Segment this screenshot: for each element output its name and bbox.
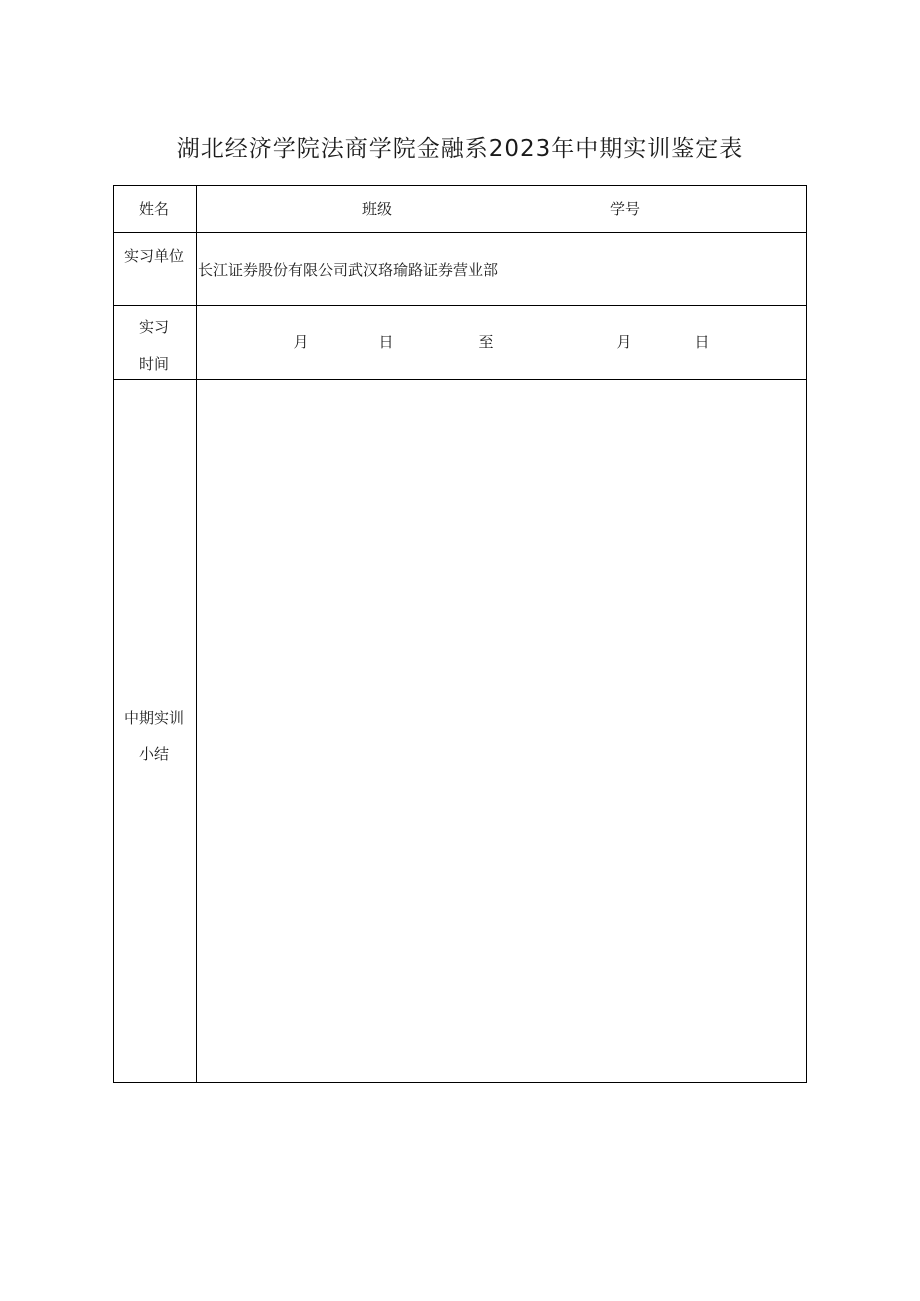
name-label: 姓名 — [138, 200, 170, 218]
summary-label-line1: 中期实训 — [123, 709, 185, 727]
internship-unit-label: 实习单位 — [123, 247, 185, 265]
start-month-label: 月 — [293, 333, 309, 351]
row-divider-2 — [113, 305, 807, 306]
table-border-top — [113, 185, 807, 186]
summary-label-line2: 小结 — [138, 745, 170, 763]
internship-time-label-line2: 时间 — [138, 355, 170, 373]
table-border-left — [113, 185, 114, 1083]
start-day-label: 日 — [378, 333, 394, 351]
summary-content-area[interactable] — [197, 380, 806, 1082]
row-divider-1 — [113, 232, 807, 233]
class-label: 班级 — [361, 200, 393, 218]
table-border-bottom — [113, 1082, 807, 1083]
internship-unit-value: 长江证券股份有限公司武汉珞瑜路证券营业部 — [198, 261, 499, 279]
appraisal-form-table — [113, 185, 807, 1083]
form-title: 湖北经济学院法商学院金融系2023年中期实训鉴定表 — [176, 136, 744, 162]
student-id-label: 学号 — [609, 200, 641, 218]
internship-time-label-line1: 实习 — [138, 318, 170, 336]
end-month-label: 月 — [616, 333, 632, 351]
table-border-right — [806, 185, 807, 1083]
to-label: 至 — [478, 333, 494, 351]
end-day-label: 日 — [694, 333, 710, 351]
